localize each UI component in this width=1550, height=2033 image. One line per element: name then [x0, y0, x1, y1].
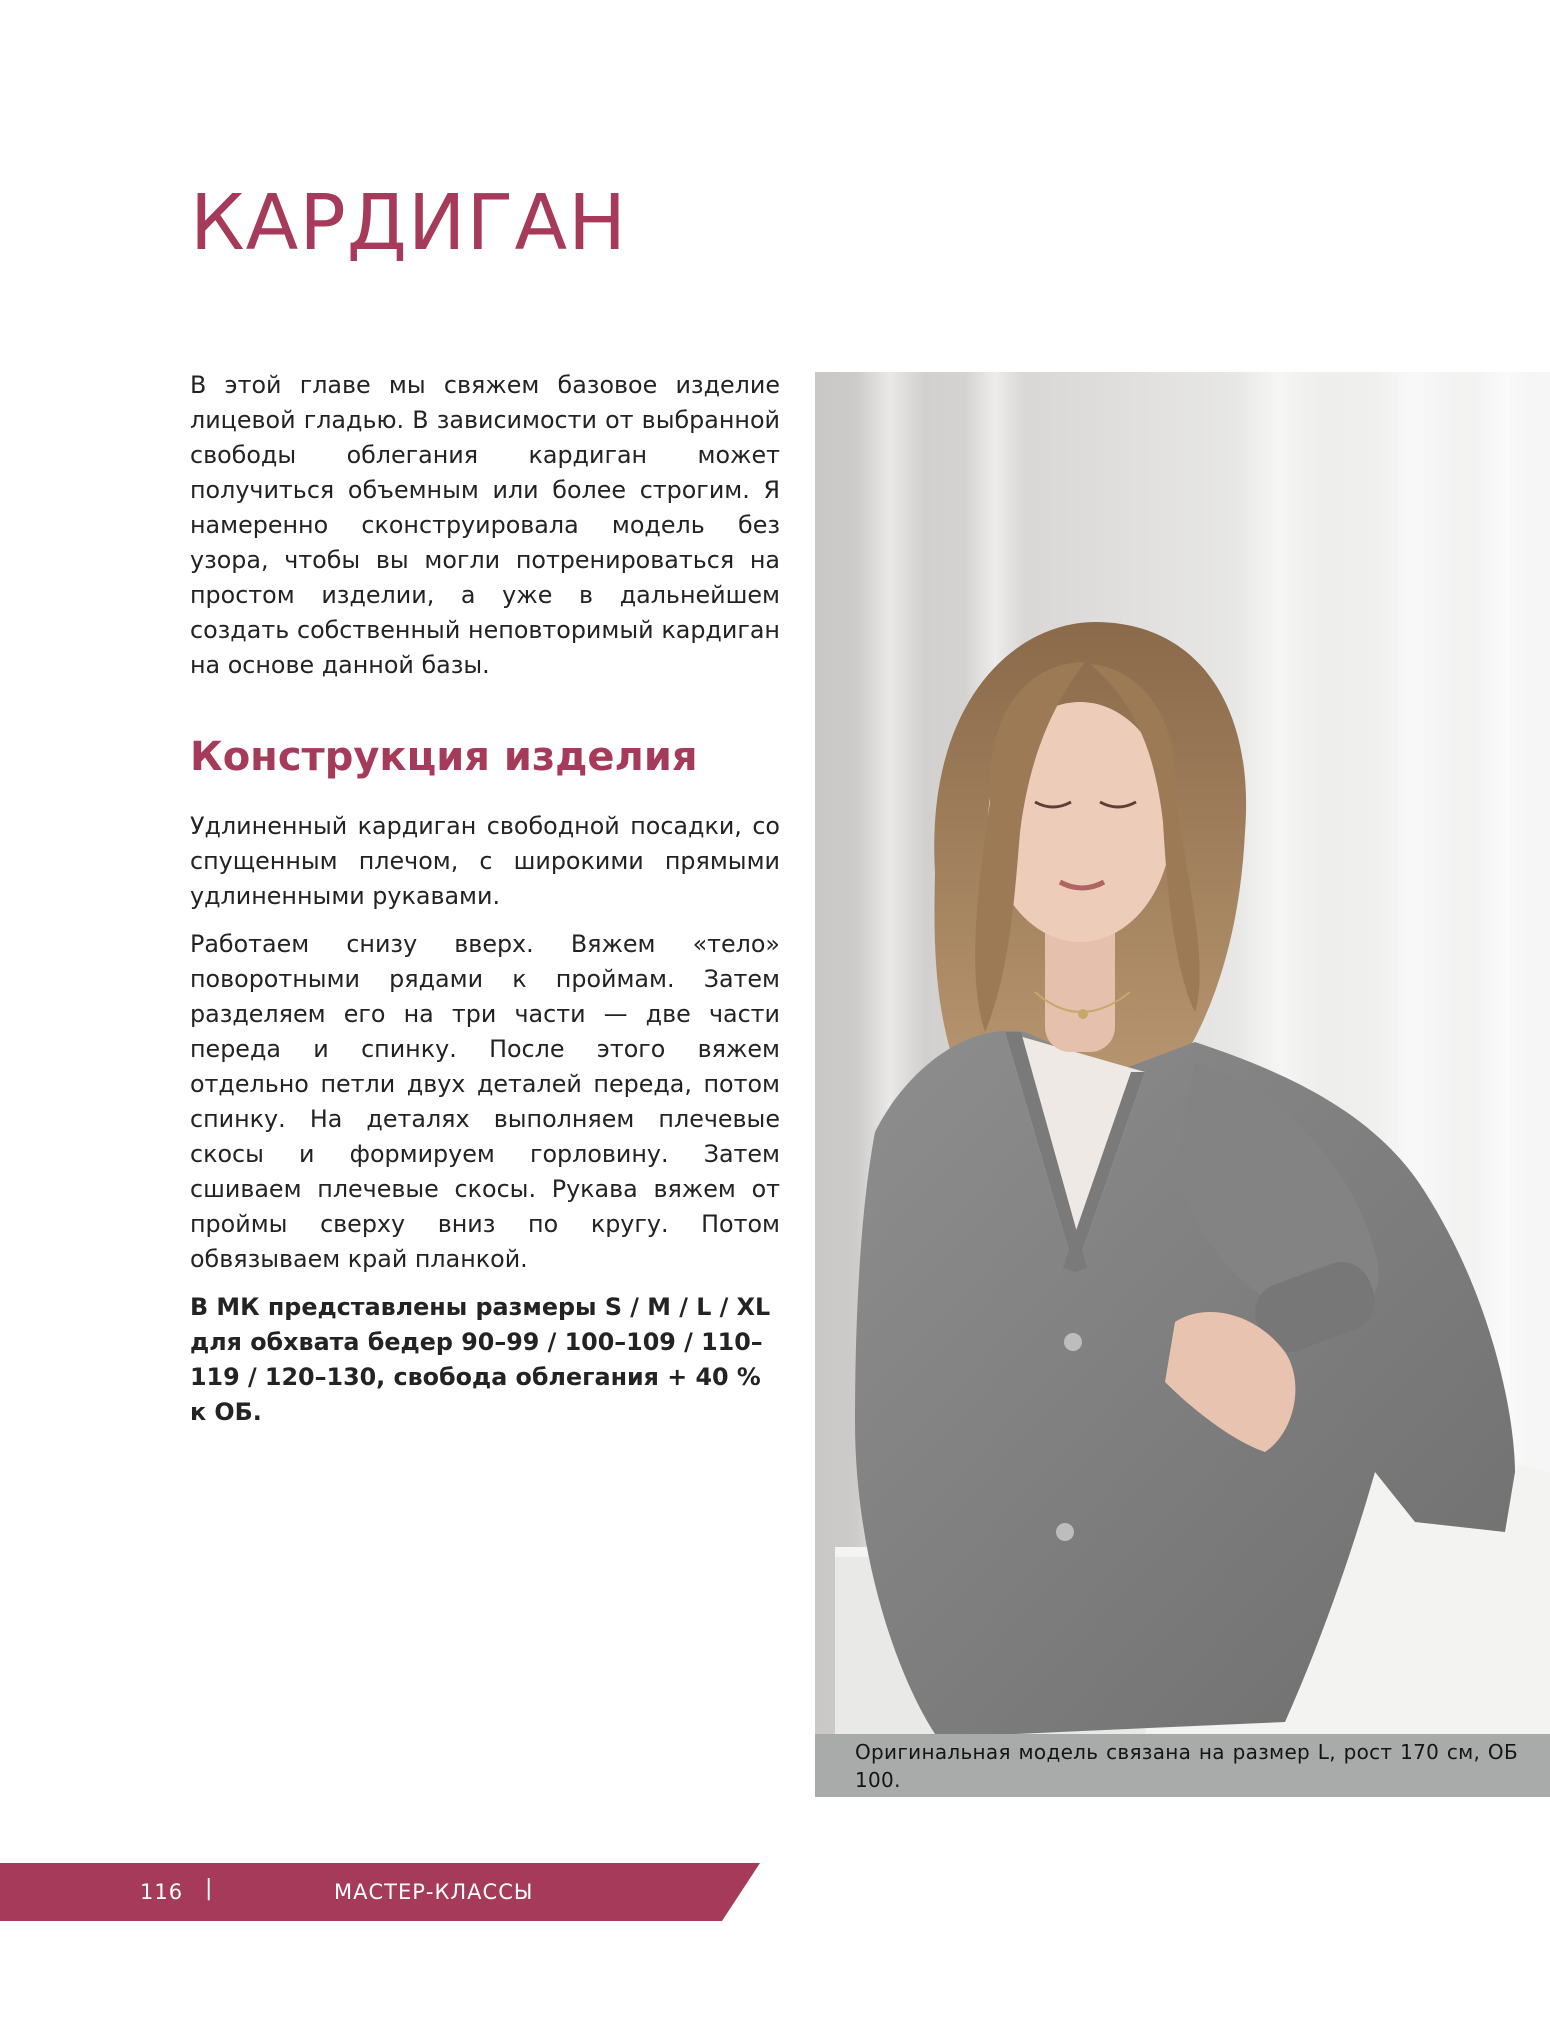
model-photo-illustration: [815, 372, 1550, 1734]
footer-section-name: МАСТЕР-КЛАССЫ: [334, 1880, 534, 1904]
intro-paragraph: В этой главе мы свяжем базовое изделие лицевой гладью. В зависимости от выбранной свободы облегания кардиган может получиться объемным или более строгим. Я намеренно сконструировала модель без узора, чтобы вы могли потренироваться на простом изделии, а уже в дальнейшем создать собственный неповторимый кардиган на основе данной базы.: [190, 371, 780, 679]
page-number: 116: [140, 1880, 184, 1904]
body-paragraph-1: Удлиненный кардиган свободной посадки, со спущенным плечом, с широкими прямыми удлиненными рукавами.: [190, 812, 780, 910]
model-photo: [815, 372, 1550, 1734]
sizes-note: В МК представлены размеры S / M / L / XL для обхвата бедер 90–99 / 100–109 / 110–119 / 120–130, свобода облегания + 40 % к ОБ.: [190, 1293, 771, 1426]
main-text-column: [190, 368, 780, 1443]
section-heading: Конструкция изделия: [190, 734, 698, 780]
page-title: КАРДИГАН: [190, 179, 628, 268]
footer-separator: |: [205, 1876, 213, 1901]
body-paragraph-2: Работаем снизу вверх. Вяжем «тело» поворотными рядами к проймам. Затем разделяем его на три части — две части переда и спинку. После этого вяжем отдельно петли двух деталей переда, потом спинку. На деталях выполняем плечевые скосы и формируем горловину. Затем сшиваем плечевые скосы. Рукава вяжем от проймы сверху вниз по кругу. Потом обвязываем край планкой.: [190, 930, 780, 1273]
photo-caption: Оригинальная модель связана на размер L, рост 170 см, ОБ 100.: [815, 1734, 1550, 1797]
